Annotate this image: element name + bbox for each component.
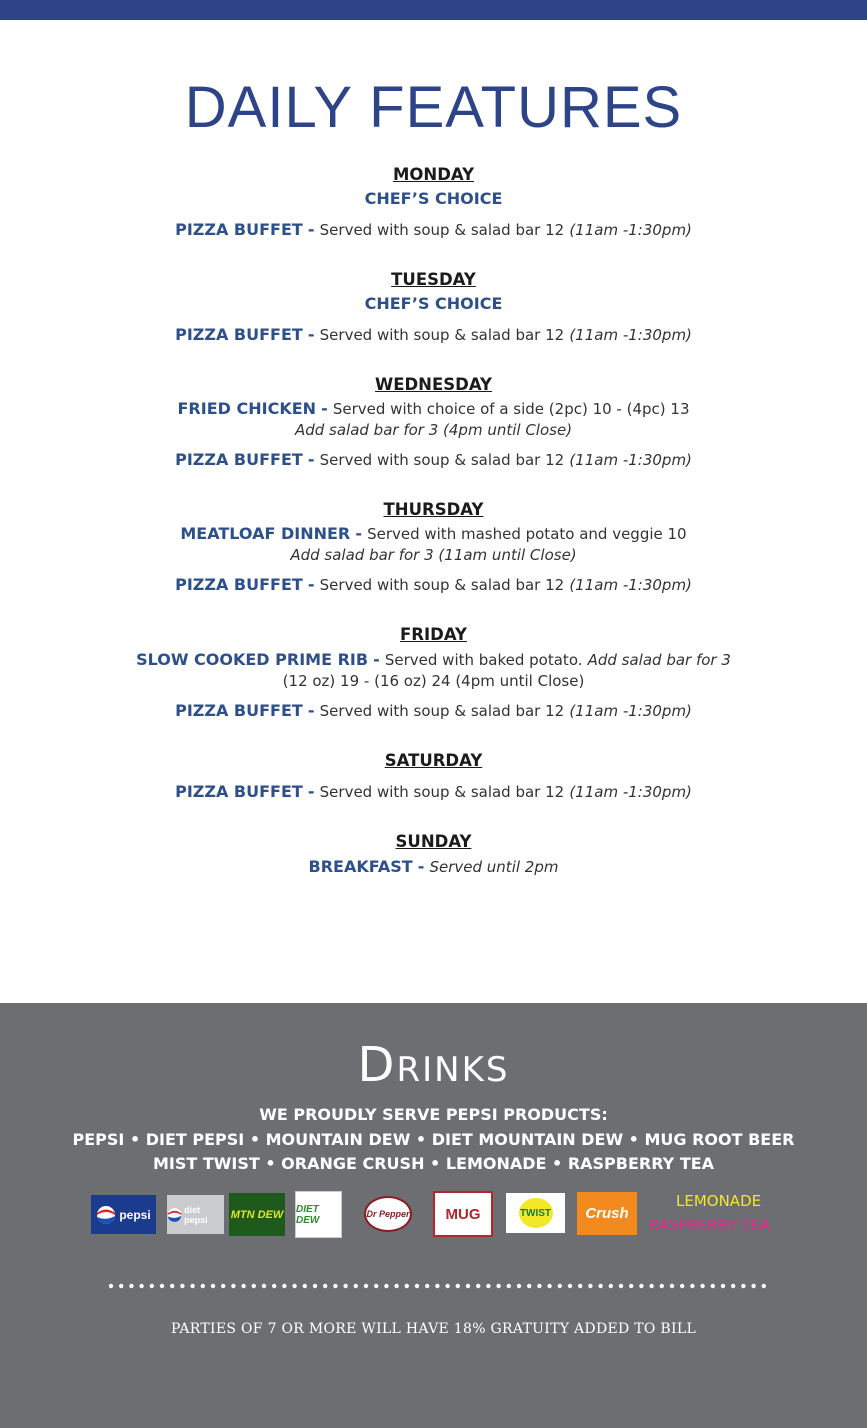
- item-separator: -: [307, 575, 315, 594]
- dotted-divider: [108, 1283, 768, 1289]
- divider-dot: [262, 1284, 266, 1288]
- item-name: PIZZA BUFFET: [175, 782, 303, 801]
- divider-dot: [466, 1284, 470, 1288]
- divider-dot: [292, 1284, 296, 1288]
- divider-dot: [374, 1284, 378, 1288]
- divider-dot: [507, 1284, 511, 1288]
- divider-dot: [741, 1284, 745, 1288]
- divider-dot: [170, 1284, 174, 1288]
- divider-dot: [129, 1284, 133, 1288]
- divider-dot: [241, 1284, 245, 1288]
- divider-dot: [629, 1284, 633, 1288]
- diet-mountain-dew-logo: DIET DEW: [295, 1191, 342, 1238]
- item-note: Served until 2pm: [429, 858, 559, 876]
- item-name: MEATLOAF DINNER: [180, 524, 351, 543]
- drinks-section: [0, 1003, 867, 1428]
- item-description: Served with soup & salad bar 12: [319, 702, 565, 720]
- divider-dot: [333, 1284, 337, 1288]
- menu-item-pizza-monday: [0, 220, 867, 240]
- divider-dot: [476, 1284, 480, 1288]
- menu-item-breakfast: [0, 857, 867, 877]
- item-separator: -: [307, 220, 315, 239]
- divider-dot: [721, 1284, 725, 1288]
- item-time: (11am -1:30pm): [569, 221, 692, 239]
- item-separator: -: [321, 399, 328, 418]
- day-sub-tuesday: [0, 294, 867, 314]
- divider-dot: [323, 1284, 327, 1288]
- item-separator: -: [355, 524, 362, 543]
- item-description: Served with soup & salad bar 12: [319, 221, 565, 239]
- dr-pepper-logo-text: Dr Pepper: [364, 1196, 412, 1232]
- mountain-dew-logo: MTN DEW: [229, 1193, 285, 1236]
- item-name: PIZZA BUFFET: [175, 325, 303, 344]
- divider-dot: [190, 1284, 194, 1288]
- item-prices: (12 oz) 19 - (16 oz) 24 (4pm until Close): [282, 672, 585, 690]
- divider-dot: [394, 1284, 398, 1288]
- item-note-thursday: [0, 545, 867, 565]
- divider-dot: [384, 1284, 388, 1288]
- day-name: WEDNESDAY: [375, 375, 492, 394]
- divider-dot: [109, 1284, 113, 1288]
- item-description: Served with soup & salad bar 12: [319, 326, 565, 344]
- pepsi-globe-icon: [96, 1205, 116, 1225]
- drinks-list-line1: PEPSI • DIET PEPSI • MOUNTAIN DEW • DIET MOUNTAIN DEW • MUG ROOT BEER: [72, 1130, 795, 1149]
- divider-dot: [405, 1284, 409, 1288]
- item-description: Served with soup & salad bar 12: [319, 783, 565, 801]
- divider-dot: [150, 1284, 154, 1288]
- divider-dot: [343, 1284, 347, 1288]
- divider-dot: [180, 1284, 184, 1288]
- divider-dot: [354, 1284, 358, 1288]
- item-separator: -: [307, 450, 315, 469]
- drinks-title-initial: D: [357, 1037, 397, 1093]
- mist-twist-logo: [506, 1193, 565, 1233]
- divider-dot: [415, 1284, 419, 1288]
- divider-dot: [609, 1284, 613, 1288]
- item-time: (11am -1:30pm): [569, 783, 692, 801]
- day-sub-monday: [0, 189, 867, 209]
- divider-dot: [700, 1284, 704, 1288]
- dr-pepper-logo: [363, 1192, 413, 1236]
- divider-dot: [670, 1284, 674, 1288]
- divider-dot: [639, 1284, 643, 1288]
- divider-dot: [527, 1284, 531, 1288]
- divider-dot: [751, 1284, 755, 1288]
- divider-dot: [649, 1284, 653, 1288]
- lemonade-label: LEMONADE: [676, 1192, 762, 1210]
- day-heading-saturday: [0, 751, 867, 771]
- divider-dot: [486, 1284, 490, 1288]
- diet-pepsi-logo: [167, 1195, 224, 1234]
- drinks-list-line2: MIST TWIST • ORANGE CRUSH • LEMONADE • RASPBERRY TEA: [152, 1154, 715, 1173]
- item-name: PIZZA BUFFET: [175, 575, 303, 594]
- menu-item-pizza-thursday: [0, 575, 867, 595]
- divider-dot: [598, 1284, 602, 1288]
- divider-dot: [139, 1284, 143, 1288]
- item-note: Add salad bar for 3 (11am until Close): [290, 546, 577, 564]
- item-name: FRIED CHICKEN: [177, 399, 317, 418]
- divider-dot: [690, 1284, 694, 1288]
- divider-dot: [425, 1284, 429, 1288]
- diet-pepsi-globe-icon: [167, 1207, 182, 1223]
- divider-dot: [588, 1284, 592, 1288]
- item-description: Served with baked potato.: [384, 651, 583, 669]
- item-time: (11am -1:30pm): [569, 451, 692, 469]
- divider-dot: [680, 1284, 684, 1288]
- menu-item-pizza-tuesday: [0, 325, 867, 345]
- item-name: SLOW COOKED PRIME RIB: [136, 650, 369, 669]
- day-heading-wednesday: [0, 375, 867, 395]
- divider-dot: [496, 1284, 500, 1288]
- divider-dot: [578, 1284, 582, 1288]
- item-time: (11am -1:30pm): [569, 576, 692, 594]
- day-special: CHEF’S CHOICE: [364, 294, 503, 313]
- pepsi-logo-text: pepsi: [119, 1207, 151, 1222]
- divider-dot: [762, 1284, 766, 1288]
- drinks-title-rest: RINKS: [396, 1050, 510, 1090]
- divider-dot: [364, 1284, 368, 1288]
- divider-dot: [445, 1284, 449, 1288]
- day-name: MONDAY: [392, 165, 475, 184]
- item-name: PIZZA BUFFET: [175, 701, 303, 720]
- item-description: Served with choice of a side (2pc) 10 - (4pc) 13: [332, 400, 690, 418]
- divider-dot: [252, 1284, 256, 1288]
- divider-dot: [568, 1284, 572, 1288]
- day-special: CHEF’S CHOICE: [364, 189, 503, 208]
- day-name: SUNDAY: [395, 832, 472, 851]
- menu-item-pizza-wednesday: [0, 450, 867, 470]
- item-description: Served with mashed potato and veggie 10: [367, 525, 687, 543]
- mug-root-beer-logo: MUG: [433, 1191, 493, 1237]
- item-separator: -: [307, 782, 315, 801]
- drink-logos: [0, 1189, 867, 1239]
- menu-item-meatloaf: [0, 524, 867, 544]
- item-prices-friday: [0, 671, 867, 691]
- page-title: DAILY FEATURES: [184, 75, 683, 140]
- diet-pepsi-logo-text: diet pepsi: [184, 1204, 208, 1225]
- item-description: Served with soup & salad bar 12: [319, 576, 565, 594]
- pepsi-logo: [91, 1195, 156, 1234]
- item-separator: -: [307, 325, 315, 344]
- divider-dot: [619, 1284, 623, 1288]
- menu-item-pizza-friday: [0, 701, 867, 721]
- divider-dot: [282, 1284, 286, 1288]
- gratuity-note: PARTIES OF 7 OR MORE WILL HAVE 18% GRATUITY ADDED TO BILL: [170, 1321, 697, 1337]
- orange-crush-logo: Crush: [577, 1192, 637, 1235]
- day-name: SATURDAY: [384, 751, 483, 770]
- item-description: Served with soup & salad bar 12: [319, 451, 565, 469]
- divider-dot: [731, 1284, 735, 1288]
- day-name: FRIDAY: [400, 625, 467, 644]
- divider-dot: [558, 1284, 562, 1288]
- menu-item-prime-rib: [0, 650, 867, 670]
- item-note: Add salad bar for 3 (4pm until Close): [294, 421, 573, 439]
- top-accent-bar: [0, 0, 867, 20]
- item-separator: -: [307, 701, 315, 720]
- day-name: TUESDAY: [391, 270, 476, 289]
- divider-dot: [547, 1284, 551, 1288]
- item-time: (11am -1:30pm): [569, 326, 692, 344]
- divider-dot: [201, 1284, 205, 1288]
- divider-dot: [272, 1284, 276, 1288]
- menu-item-pizza-saturday: [0, 782, 867, 802]
- day-heading-monday: [0, 165, 867, 185]
- day-heading-friday: [0, 625, 867, 645]
- menu-item-fried-chicken: [0, 399, 867, 419]
- drinks-title: [0, 1037, 867, 1093]
- item-separator: -: [417, 857, 425, 876]
- divider-dot: [119, 1284, 123, 1288]
- divider-dot: [456, 1284, 460, 1288]
- divider-dot: [221, 1284, 225, 1288]
- item-name: PIZZA BUFFET: [175, 220, 303, 239]
- item-time: (11am -1:30pm): [569, 702, 692, 720]
- drinks-intro: WE PROUDLY SERVE PEPSI PRODUCTS:: [259, 1105, 608, 1124]
- day-heading-sunday: [0, 832, 867, 852]
- divider-dot: [160, 1284, 164, 1288]
- day-name: THURSDAY: [383, 500, 484, 519]
- item-name: PIZZA BUFFET: [175, 450, 303, 469]
- raspberry-tea-label: RASPBERRY TEA: [649, 1216, 771, 1234]
- day-heading-thursday: [0, 500, 867, 520]
- divider-dot: [711, 1284, 715, 1288]
- day-heading-tuesday: [0, 270, 867, 290]
- divider-dot: [660, 1284, 664, 1288]
- divider-dot: [303, 1284, 307, 1288]
- divider-dot: [537, 1284, 541, 1288]
- item-name: BREAKFAST: [308, 857, 413, 876]
- divider-dot: [435, 1284, 439, 1288]
- item-note: Add salad bar for 3: [587, 651, 731, 669]
- divider-dot: [211, 1284, 215, 1288]
- divider-dot: [517, 1284, 521, 1288]
- mist-twist-logo-text: TWIST: [519, 1198, 553, 1228]
- item-note-wednesday: [0, 420, 867, 440]
- divider-dot: [313, 1284, 317, 1288]
- divider-dot: [231, 1284, 235, 1288]
- item-separator: -: [373, 650, 380, 669]
